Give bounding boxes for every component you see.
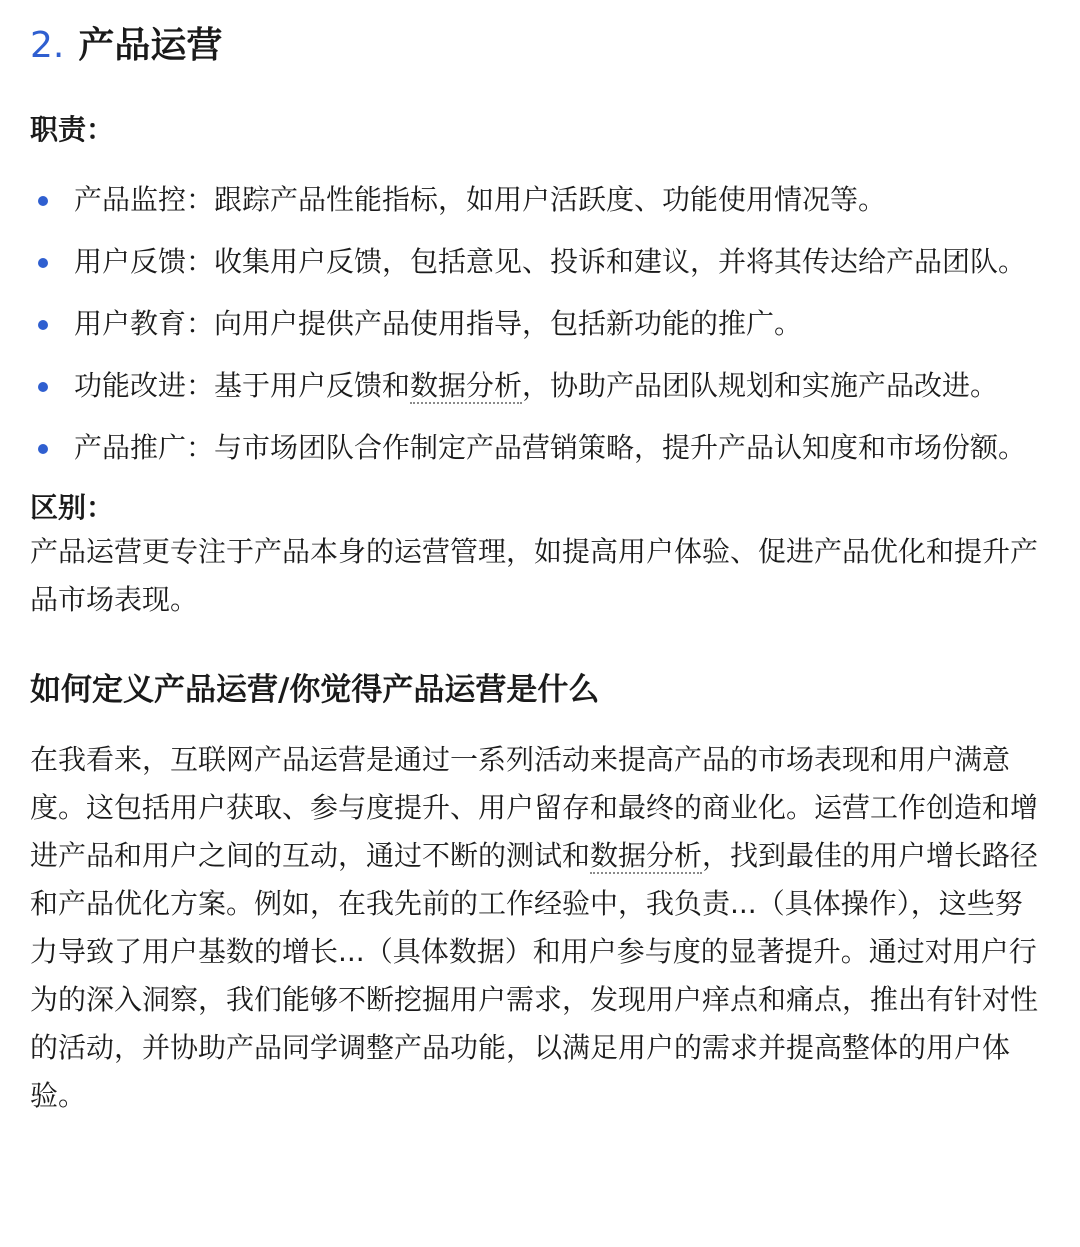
- item-term: 用户反馈：: [74, 245, 215, 278]
- list-item: [30, 424, 1050, 472]
- item-text: 收集用户反馈，包括意见、投诉和建议，并将其传达给产品团队。: [214, 245, 1027, 278]
- item-text: 向用户提供产品使用指导，包括新功能的推广。: [214, 307, 803, 340]
- difference-label: 区别：: [30, 491, 115, 524]
- data-analysis-link[interactable]: 数据分析: [410, 369, 523, 402]
- data-analysis-link[interactable]: 数据分析: [590, 839, 703, 872]
- duties-label: 职责：: [30, 113, 115, 146]
- list-item: [30, 238, 1050, 286]
- item-text-before: 基于用户反馈和: [214, 369, 411, 402]
- item-term: 产品监控：: [74, 183, 215, 216]
- section-title: [30, 22, 1050, 70]
- list-item: [30, 300, 1050, 348]
- item-text: 与市场团队合作制定产品营销策略，提升产品认知度和市场份额。: [214, 431, 1027, 464]
- definition-paragraph: [30, 736, 1050, 1120]
- bullet-dot-icon: [38, 196, 48, 206]
- definition-text-before: 在我看来，互联网产品运营是通过一系列活动来提高产品的市场表现和用户满意度。这包括用户获取、参与度提升、用户留存和最终的商业化。运营工作创造和增进产品和用户之间的互动，通过不断的测试和: [30, 743, 1039, 872]
- bullet-dot-icon: [38, 444, 48, 454]
- list-item: [30, 176, 1050, 224]
- duties-list: [30, 176, 1050, 472]
- bullet-dot-icon: [38, 382, 48, 392]
- item-text-after: ，协助产品团队规划和实施产品改进。: [522, 369, 999, 402]
- bullet-dot-icon: [38, 258, 48, 268]
- list-item: [30, 362, 1050, 410]
- item-term: 产品推广：: [74, 431, 215, 464]
- difference-text: 产品运营更专注于产品本身的运营管理，如提高用户体验、促进产品优化和提升产品市场表现。: [30, 535, 1039, 616]
- section-title-text: 产品运营: [78, 25, 223, 66]
- item-text: 跟踪产品性能指标，如用户活跃度、功能使用情况等。: [214, 183, 887, 216]
- definition-heading: 如何定义产品运营/你觉得产品运营是什么: [30, 672, 600, 708]
- item-term: 功能改进：: [74, 369, 215, 402]
- section-number: 2.: [30, 25, 65, 66]
- definition-text-after: ，找到最佳的用户增长路径和产品优化方案。例如，在我先前的工作经验中，我负责...（具体操作），这些努力导致了用户基数的增长...（具体数据）和用户参与度的显著提升。通过对用户行为的深入洞察，我们能够不断挖掘用户需求，发现用户痒点和痛点，推出有针对性的活动，并协助产品同学调整产品功能，以满足用户的需求并提高整体的用户体验。: [30, 839, 1039, 1112]
- item-term: 用户教育：: [74, 307, 215, 340]
- bullet-dot-icon: [38, 320, 48, 330]
